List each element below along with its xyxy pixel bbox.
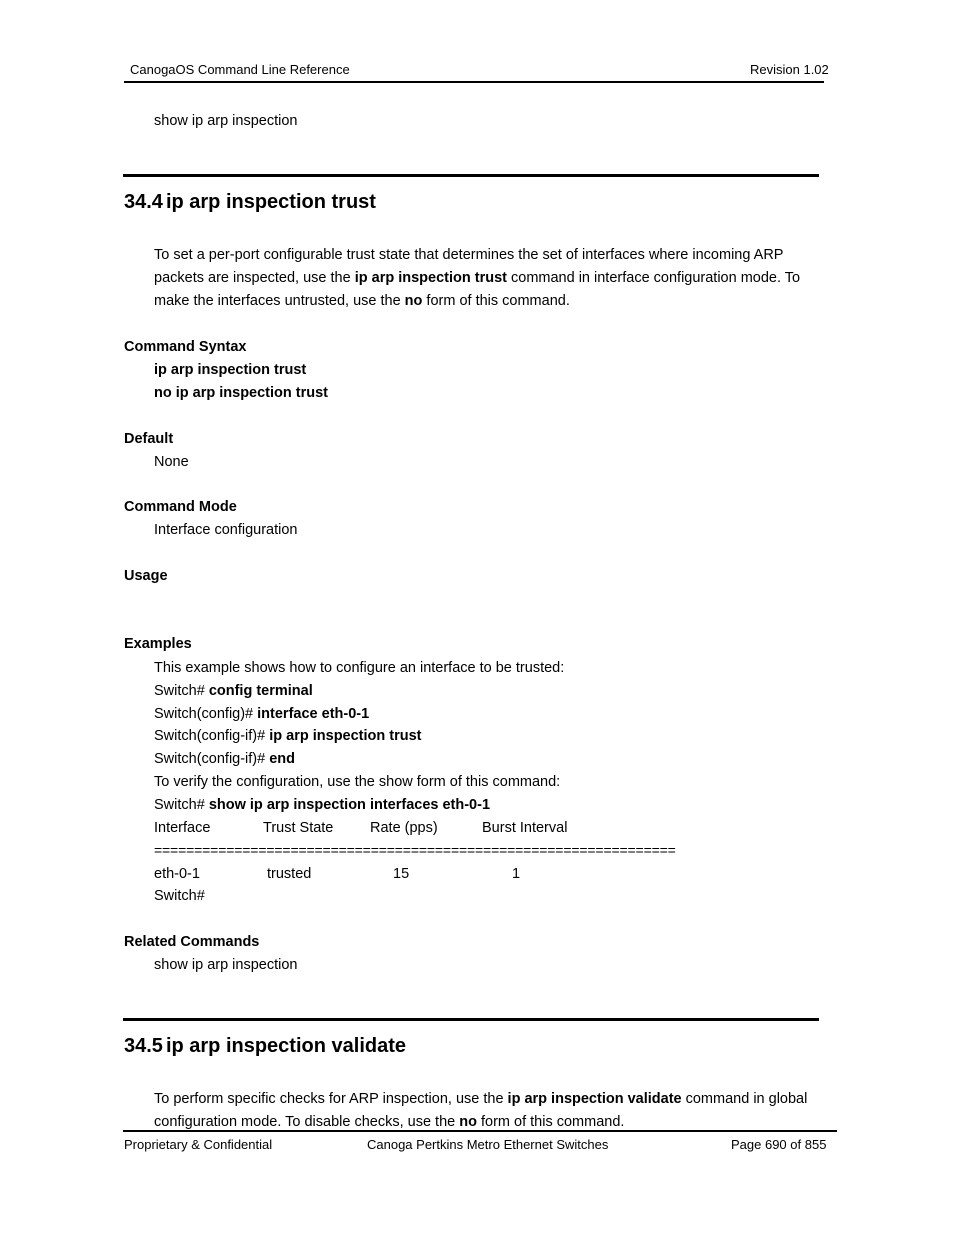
verify-text: To verify the configuration, use the show form of this command: <box>154 774 561 790</box>
section-rule <box>123 174 819 177</box>
default-label: Default <box>124 431 174 447</box>
section-title: ip arp inspection trust <box>165 191 376 213</box>
previous-related-command: show ip arp inspection <box>154 113 298 129</box>
table-cell: 1 <box>512 866 521 882</box>
table-header-cell: Trust State <box>263 820 334 836</box>
command-mode-value: Interface configuration <box>154 522 298 538</box>
header-rule <box>124 81 824 83</box>
table-separator: ================================================================= <box>154 842 676 858</box>
table-cell: trusted <box>267 866 312 882</box>
syntax-line: ip arp inspection trust <box>154 362 307 378</box>
example-line: Switch(config-if)# end <box>154 751 296 767</box>
table-cell: eth-0-1 <box>154 866 200 882</box>
footer-center: Canoga Pertkins Metro Ethernet Switches <box>367 1137 609 1152</box>
final-prompt: Switch# <box>154 888 205 904</box>
header-revision: Revision 1.02 <box>750 62 829 77</box>
table-cell: 15 <box>393 866 410 882</box>
footer-page-number: Page 690 of 855 <box>731 1137 827 1152</box>
section-description: To perform specific checks for ARP inspection, use the ip arp inspection validate command in global configuration mode. To disable checks, use the no form of this command. <box>154 1091 808 1130</box>
table-header-cell: Burst Interval <box>482 820 568 836</box>
syntax-line: no ip arp inspection trust <box>154 385 329 401</box>
section-heading <box>124 1035 406 1058</box>
show-command-line: Switch# show ip arp inspection interfaces eth-0-1 <box>154 797 491 813</box>
section-title: ip arp inspection validate <box>165 1035 406 1057</box>
table-header-cell: Rate (pps) <box>370 820 438 836</box>
example-line: Switch# config terminal <box>154 683 313 699</box>
example-line: Switch(config)# interface eth-0-1 <box>154 706 370 722</box>
footer-left: Proprietary & Confidential <box>124 1137 273 1152</box>
section-description: To set a per-port configurable trust state that determines the set of interfaces where incoming ARP packets are inspected, use the ip arp inspection trust command in interface configuration mode. To make the interfaces untrusted, use the no form of this command. <box>154 247 801 309</box>
header-title: CanogaOS Command Line Reference <box>130 62 350 77</box>
table-header-cell: Interface <box>154 820 211 836</box>
section-heading <box>124 191 376 214</box>
example-intro: This example shows how to configure an interface to be trusted: <box>154 660 565 676</box>
related-commands-label: Related Commands <box>124 934 260 950</box>
usage-label: Usage <box>124 568 168 584</box>
section-rule <box>123 1018 819 1021</box>
footer-rule <box>123 1130 837 1132</box>
command-mode-label: Command Mode <box>124 499 237 515</box>
section-number: 34.4 <box>124 191 163 213</box>
related-commands-value: show ip arp inspection <box>154 957 298 973</box>
example-line: Switch(config-if)# ip arp inspection trust <box>154 728 422 744</box>
default-value: None <box>154 454 189 470</box>
command-syntax-label: Command Syntax <box>124 339 247 355</box>
examples-label: Examples <box>124 636 192 652</box>
section-number: 34.5 <box>124 1035 163 1057</box>
